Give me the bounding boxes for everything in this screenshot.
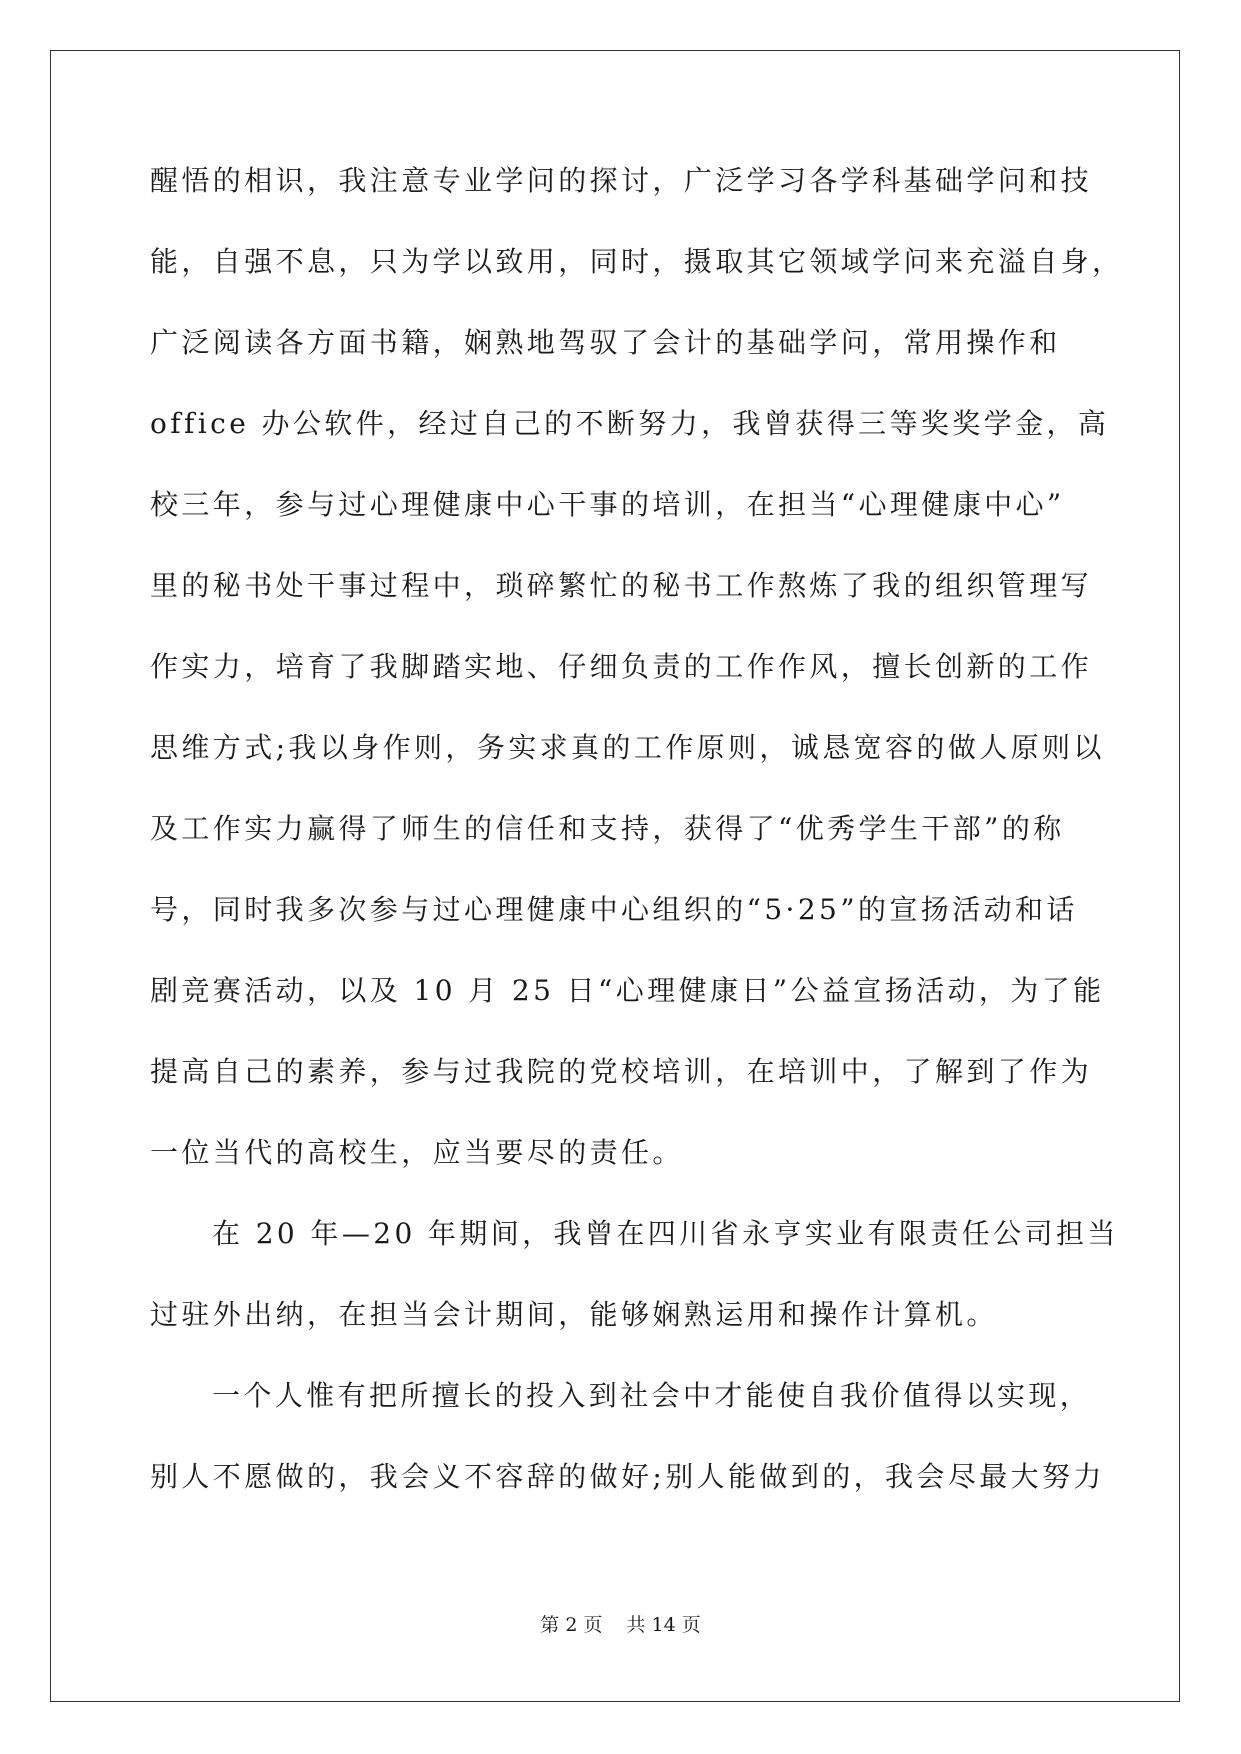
text-line-9: 及工作实力赢得了师生的信任和支持，获得了“优秀学生干部”的称: [150, 812, 1065, 845]
text-line-7: 作实力，培育了我脚踏实地、仔细负责的工作作风，擅长创新的工作: [150, 650, 1093, 683]
text-line-5: 校三年，参与过心理健康中心干事的培训，在担当“心理健康中心”: [150, 488, 1065, 521]
text-line-11: 剧竞赛活动，以及 10 月 25 日“心理健康日”公益宣扬活动，为了能: [150, 974, 1105, 1007]
text-line-12: 提高自己的素养，参与过我院的党校培训，在培训中，了解到了作为: [150, 1055, 1093, 1088]
text-line-8: 思维方式;我以身作则，务实求真的工作原则，诚恳宽容的做人原则以: [150, 731, 1105, 764]
text-line-16: 一个人惟有把所擅长的投入到社会中才能使自我价值得以实现，: [212, 1379, 1092, 1412]
text-line-13: 一位当代的高校生，应当要尽的责任。: [150, 1136, 684, 1169]
page-footer: [0, 1610, 1241, 1637]
text-line-15: 过驻外出纳，在担当会计期间，能够娴熟运用和操作计算机。: [150, 1298, 998, 1331]
page-total: 共 14 页: [626, 1614, 701, 1636]
page-number: 第 2 页: [540, 1614, 603, 1636]
text-line-2: 能，自强不息，只为学以致用，同时，摄取其它领域学问来充溢自身，: [150, 245, 1124, 278]
text-line-4: office 办公软件，经过自己的不断努力，我曾获得三等奖奖学金，高: [150, 407, 1110, 440]
text-line-17: 别人不愿做的，我会义不容辞的做好;别人能做到的，我会尽最大努力: [150, 1460, 1105, 1493]
text-line-1: 醒悟的相识，我注意专业学问的探讨，广泛学习各学科基础学问和技: [150, 164, 1093, 197]
text-line-14: 在 20 年—20 年期间，我曾在四川省永亨实业有限责任公司担当: [212, 1217, 1119, 1250]
document-body: [150, 162, 1124, 1539]
text-line-10: 号，同时我多次参与过心理健康中心组织的“5·25”的宣扬活动和话: [150, 893, 1078, 926]
text-line-6: 里的秘书处干事过程中，琐碎繁忙的秘书工作熬炼了我的组织管理写: [150, 569, 1093, 602]
text-line-3: 广泛阅读各方面书籍，娴熟地驾驭了会计的基础学问，常用操作和: [150, 326, 1061, 359]
